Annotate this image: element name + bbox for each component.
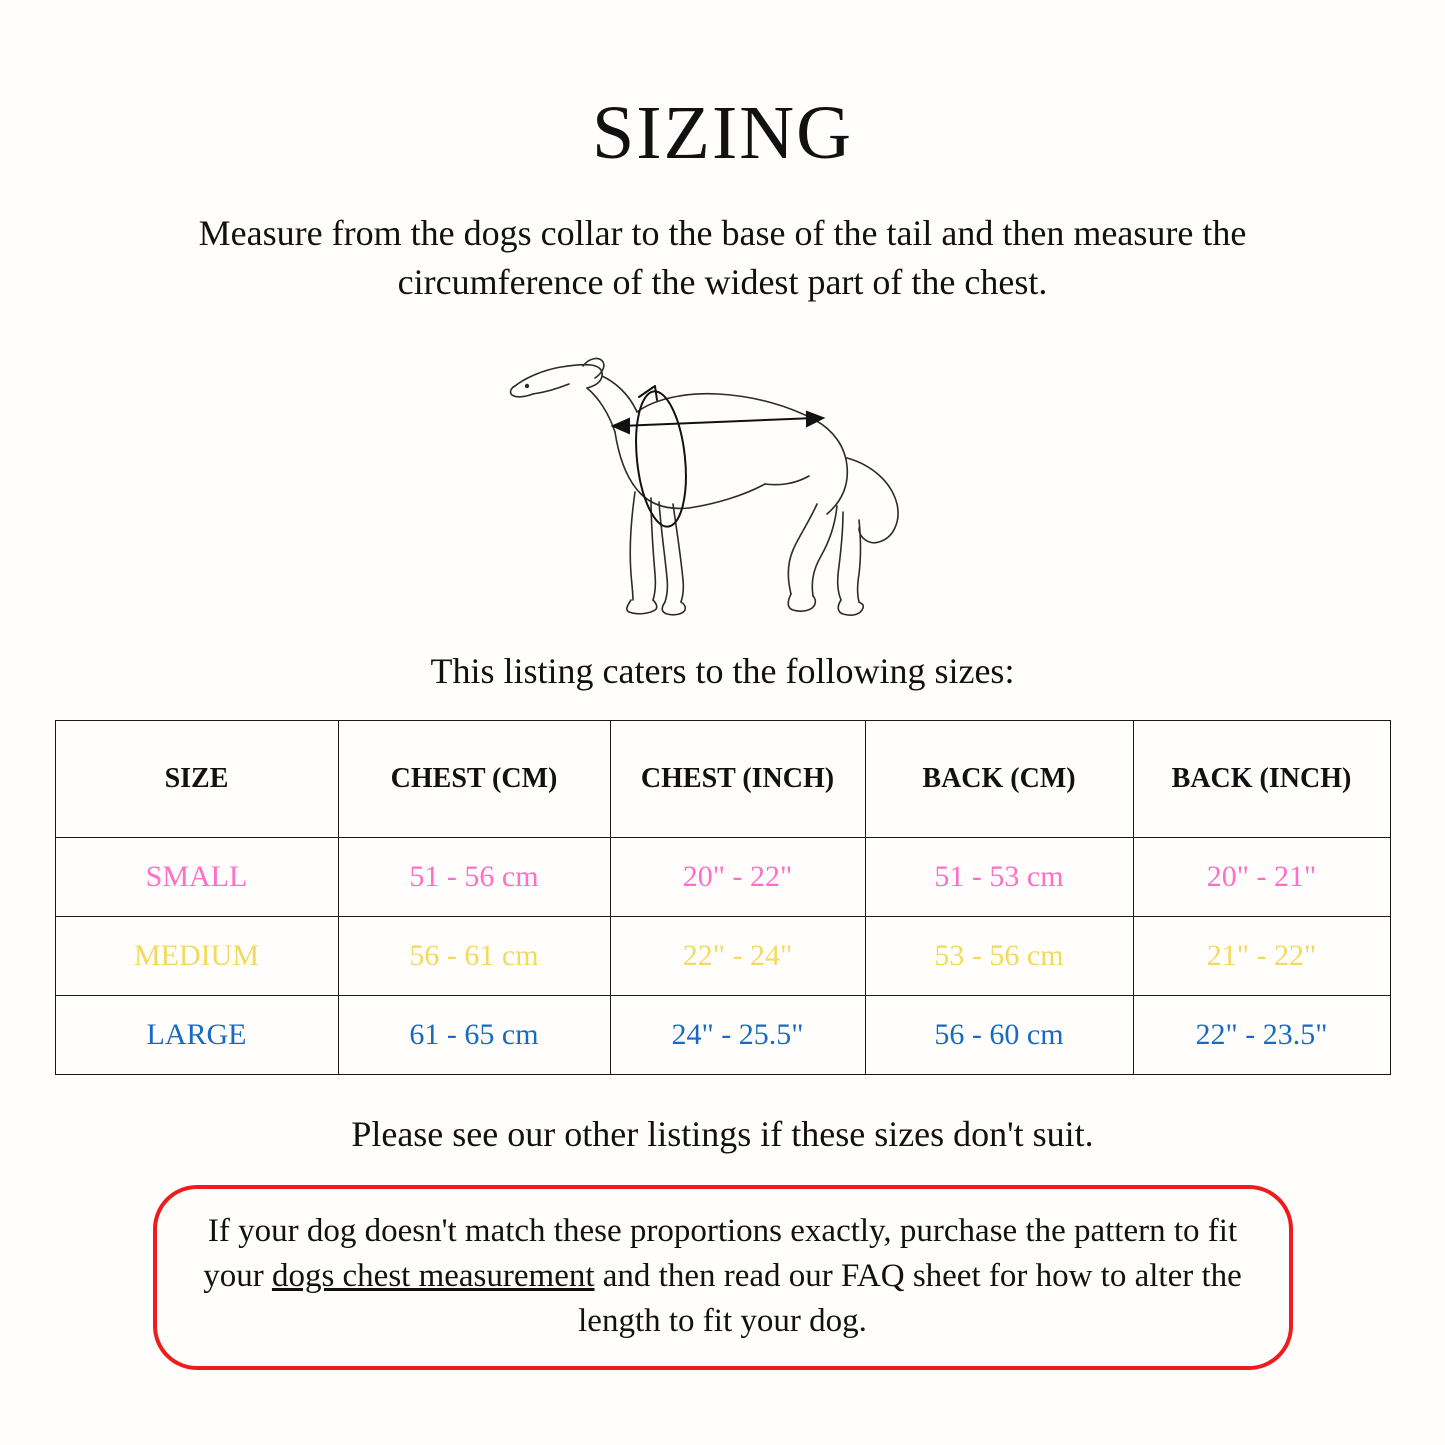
subtitle-text: This listing caters to the following sizes: (430, 651, 1015, 692)
cell-chest-inch-small: 20" - 22" (610, 838, 865, 917)
column-header-back-cm: BACK (CM) (865, 721, 1133, 838)
sizing-table (55, 720, 1391, 1075)
callout-text-part1: If your dog doesn't match these proportions exactly, purchase the pattern to fit your (203, 1213, 1238, 1295)
table-row (55, 838, 1390, 917)
cell-back-cm-medium: 53 - 56 cm (865, 917, 1133, 996)
callout-box (153, 1185, 1293, 1370)
cell-chest-cm-large: 61 - 65 cm (338, 996, 610, 1075)
cell-back-inch-large: 22" - 23.5" (1133, 996, 1390, 1075)
cell-size-small: SMALL (55, 838, 338, 917)
cell-back-cm-large: 56 - 60 cm (865, 996, 1133, 1075)
cell-chest-cm-small: 51 - 56 cm (338, 838, 610, 917)
intro-text: Measure from the dogs collar to the base of the tail and then measure the circumference of the widest part of the chest. (198, 213, 1247, 302)
column-header-back-inch: BACK (INCH) (1133, 721, 1390, 838)
cell-chest-inch-medium: 22" - 24" (610, 917, 865, 996)
cell-size-medium: MEDIUM (55, 917, 338, 996)
dog-side-profile-icon (503, 334, 943, 634)
callout-text-part2: and then read our FAQ sheet for how to alter the length to fit your dog. (578, 1258, 1242, 1339)
callout-emphasis: dogs chest measurement (271, 1258, 595, 1295)
table-row (55, 917, 1390, 996)
cell-chest-inch-large: 24" - 25.5" (610, 996, 865, 1075)
column-header-size: SIZE (55, 721, 338, 838)
column-header-chest-cm: CHEST (CM) (338, 721, 610, 838)
cell-size-large: LARGE (55, 996, 338, 1075)
cell-back-inch-small: 20" - 21" (1133, 838, 1390, 917)
table-header-row (55, 721, 1390, 838)
page-title: SIZING (591, 91, 854, 175)
cell-chest-cm-medium: 56 - 61 cm (338, 917, 610, 996)
other-listings-note: Please see our other listings if these sizes don't suit. (351, 1114, 1094, 1155)
cell-back-cm-small: 51 - 53 cm (865, 838, 1133, 917)
table-row (55, 996, 1390, 1075)
dog-diagram (503, 334, 943, 634)
cell-back-inch-medium: 21" - 22" (1133, 917, 1390, 996)
column-header-chest-inch: CHEST (INCH) (610, 721, 865, 838)
